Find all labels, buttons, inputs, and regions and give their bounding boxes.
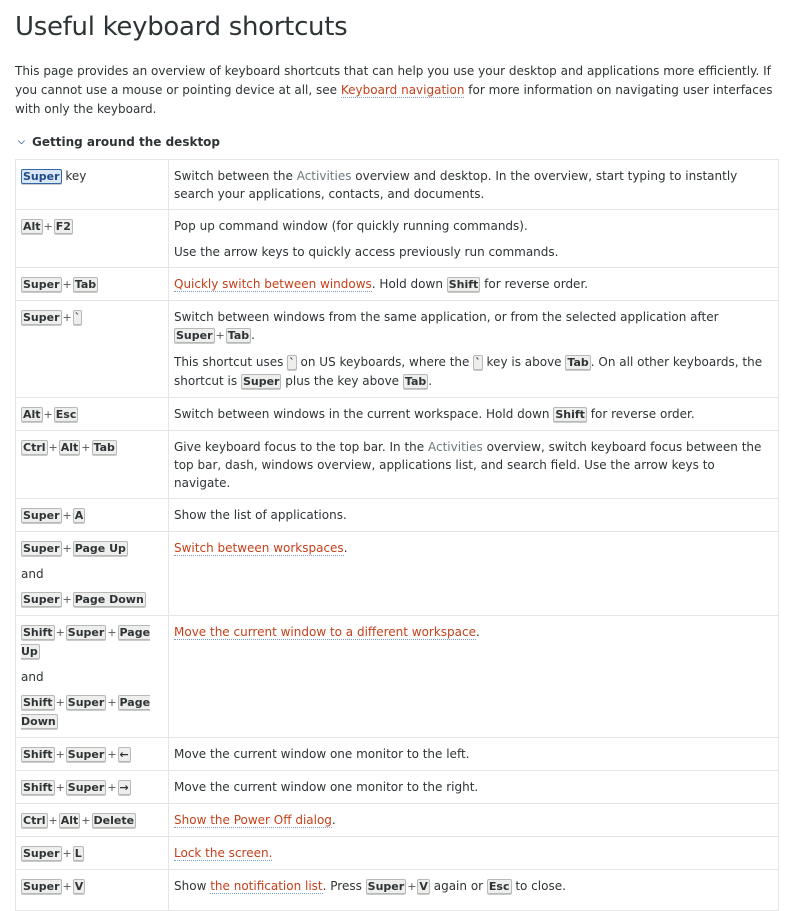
plus-sign: + (55, 748, 65, 761)
desc-text: overview and desktop. In the overview, start typing to instantly search your applications, contacts, and documents. (174, 169, 738, 201)
key: Super (176, 329, 213, 342)
shortcut-cell (16, 499, 169, 532)
key: Tab (567, 356, 589, 369)
desc-text: overview, switch keyboard focus between the top bar, dash, windows overview, applications list, and search field. Use the arrow keys to navigate. (174, 440, 762, 490)
key: Super (23, 847, 60, 860)
description-cell (169, 301, 779, 398)
desc-text: to close. (511, 879, 566, 893)
and-text: and (21, 670, 44, 684)
table-row (16, 771, 779, 804)
plus-sign: + (215, 329, 225, 342)
move-window-workspace-link[interactable]: Move the current window to a different workspace (174, 625, 476, 639)
intro-text: This page provides an overview of keyboard shortcuts that can help you use your desktop and applications more efficiently. If you cannot use a mouse or pointing device at all, see (15, 64, 771, 97)
table-row (16, 837, 779, 870)
shortcut-cell (16, 532, 169, 616)
key: Super (242, 375, 280, 388)
power-off-dialog-link[interactable]: Show the Power Off dialog (174, 813, 332, 827)
activities-term: Activities (428, 440, 483, 454)
plus-sign: + (48, 814, 58, 827)
desc-text: key is above (482, 355, 566, 369)
desc-text: Pop up command window (for quickly running commands). (174, 219, 528, 233)
desc-text: Show (174, 879, 211, 893)
desc-text: again or (429, 879, 487, 893)
intro-paragraph (15, 62, 778, 119)
key: Super (67, 626, 105, 639)
plus-sign: + (55, 696, 65, 709)
plus-sign: + (107, 626, 117, 639)
key: Super (367, 880, 405, 893)
description-cell (169, 268, 779, 301)
key: ` (289, 356, 295, 369)
desc-text: plus the key above (281, 374, 403, 388)
key: Alt (23, 220, 41, 233)
description-cell (169, 616, 779, 738)
table-row (16, 301, 779, 398)
key: Tab (93, 441, 115, 454)
description-cell (169, 210, 779, 268)
shortcut-cell (16, 160, 169, 210)
desc-text: . Press (322, 879, 366, 893)
desc-text: . Hold down (371, 277, 447, 291)
shortcut-cell (16, 738, 169, 771)
description-cell (169, 804, 779, 837)
switch-workspaces-link[interactable]: Switch between workspaces (174, 541, 344, 555)
plus-sign: + (107, 781, 117, 794)
description-cell (169, 398, 779, 431)
shortcut-cell (16, 616, 169, 738)
desc-text: Switch between windows in the current workspace. Hold down (174, 407, 554, 421)
key: Tab (227, 329, 250, 342)
section-title: Getting around the desktop (32, 135, 221, 149)
table-row (16, 268, 779, 301)
plus-sign: + (81, 441, 91, 454)
table-row (16, 160, 779, 210)
key: Ctrl (23, 441, 46, 454)
shortcut-cell (16, 870, 169, 911)
plus-sign: + (62, 880, 72, 893)
activities-term: Activities (296, 169, 352, 183)
key: Shift (23, 626, 53, 639)
table-row (16, 738, 779, 771)
desc-text: on US keyboards, where the (296, 355, 474, 369)
plus-sign: + (62, 509, 72, 522)
key: ` (74, 311, 81, 324)
key: Page Down (74, 593, 144, 606)
section-toggle[interactable] (15, 133, 778, 151)
key: Alt (23, 408, 41, 421)
desc-text: Switch between windows from the same application, or from the selected application after (174, 310, 719, 324)
plus-sign: + (55, 626, 65, 639)
desc-text: for reverse order. (480, 277, 589, 291)
description-cell (169, 160, 779, 210)
key: A (74, 509, 84, 522)
table-row (16, 210, 779, 268)
shortcut-cell (16, 268, 169, 301)
intro-text: for more information on navigating user interfaces with only the keyboard. (15, 83, 773, 116)
key: L (74, 847, 82, 860)
key: Super (67, 748, 105, 761)
key: F2 (55, 220, 71, 233)
description-cell (169, 771, 779, 804)
notification-list-link[interactable]: the notification list (210, 879, 323, 893)
desc-text: . (476, 625, 480, 639)
key: ` (475, 356, 481, 369)
description-cell (169, 532, 779, 616)
key: Super (67, 696, 105, 709)
table-row (16, 532, 779, 616)
key: Super (67, 781, 105, 794)
lock-screen-link[interactable]: Lock the screen. (174, 846, 273, 860)
desc-text: Give keyboard focus to the top bar. In the (174, 440, 428, 454)
table-row (16, 804, 779, 837)
desc-text: Move the current window one monitor to the left. (174, 747, 470, 761)
table-row (16, 616, 779, 738)
key: Ctrl (23, 814, 46, 827)
shortcut-cell (16, 431, 169, 499)
desc-text: . (428, 374, 433, 388)
page-title: Useful keyboard shortcuts (15, 12, 348, 42)
chevron-down-icon: ⌵ (18, 137, 25, 147)
key: Super (23, 278, 60, 291)
key: Super (23, 593, 60, 606)
desc-text: This shortcut uses (174, 355, 288, 369)
key: Page Down (21, 696, 151, 728)
plus-sign: + (62, 542, 72, 555)
key: Page Up (74, 542, 126, 555)
plus-sign: + (55, 781, 65, 794)
desc-text: . (251, 328, 255, 342)
description-cell (169, 738, 779, 771)
shortcut-cell (16, 771, 169, 804)
plus-sign: + (43, 220, 53, 233)
key: Super (23, 880, 60, 893)
shortcut-cell (16, 301, 169, 398)
plus-sign: + (407, 880, 417, 893)
key-suffix: key (61, 169, 87, 183)
shortcut-cell (16, 837, 169, 870)
desc-text: . (343, 541, 348, 555)
plus-sign: + (107, 696, 117, 709)
and-text: and (21, 567, 44, 581)
keyboard-navigation-link[interactable]: Keyboard navigation (340, 83, 465, 97)
key-super[interactable]: Super (23, 170, 60, 183)
key: V (74, 880, 84, 893)
key: Super (23, 509, 60, 522)
key: Shift (23, 748, 53, 761)
desc-text: for reverse order. (586, 407, 695, 421)
shortcut-cell (16, 804, 169, 837)
table-row (16, 499, 779, 532)
desc-text: Show the list of applications. (174, 508, 347, 522)
plus-sign: + (48, 441, 58, 454)
key: Esc (488, 880, 510, 893)
key: Tab (404, 375, 427, 388)
arrow-left-icon: ← (119, 748, 129, 761)
table-row (16, 431, 779, 499)
description-cell (169, 499, 779, 532)
shortcut-cell (16, 210, 169, 268)
desc-text: Switch between the (174, 169, 297, 183)
key: Esc (55, 408, 77, 421)
desc-text: . (331, 813, 336, 827)
key: Super (23, 542, 60, 555)
desc-text: . On all other keyboards, the shortcut is (174, 355, 763, 388)
key: Shift (23, 781, 53, 794)
description-cell (169, 870, 779, 911)
key: Shift (23, 696, 53, 709)
shortcut-cell (16, 398, 169, 431)
table-row (16, 398, 779, 431)
plus-sign: + (43, 408, 53, 421)
key: Page Up (21, 626, 151, 658)
shortcuts-table (15, 159, 779, 911)
plus-sign: + (62, 593, 72, 606)
key: Alt (60, 441, 79, 454)
plus-sign: + (107, 748, 117, 761)
key: Shift (555, 408, 585, 421)
arrow-right-icon: → (119, 781, 129, 794)
description-cell (169, 431, 779, 499)
plus-sign: + (62, 311, 72, 324)
key: V (419, 880, 428, 893)
plus-sign: + (62, 278, 72, 291)
key: Tab (74, 278, 97, 291)
desc-text: Use the arrow keys to quickly access previously run commands. (174, 245, 559, 259)
key: Super (23, 311, 60, 324)
plus-sign: + (62, 847, 72, 860)
table-row (16, 870, 779, 911)
desc-text: Move the current window one monitor to the right. (174, 780, 479, 794)
switch-windows-link[interactable]: Quickly switch between windows (174, 277, 372, 291)
key: Delete (93, 814, 135, 827)
description-cell (169, 837, 779, 870)
key: Shift (448, 278, 479, 291)
key: Alt (60, 814, 79, 827)
plus-sign: + (81, 814, 91, 827)
